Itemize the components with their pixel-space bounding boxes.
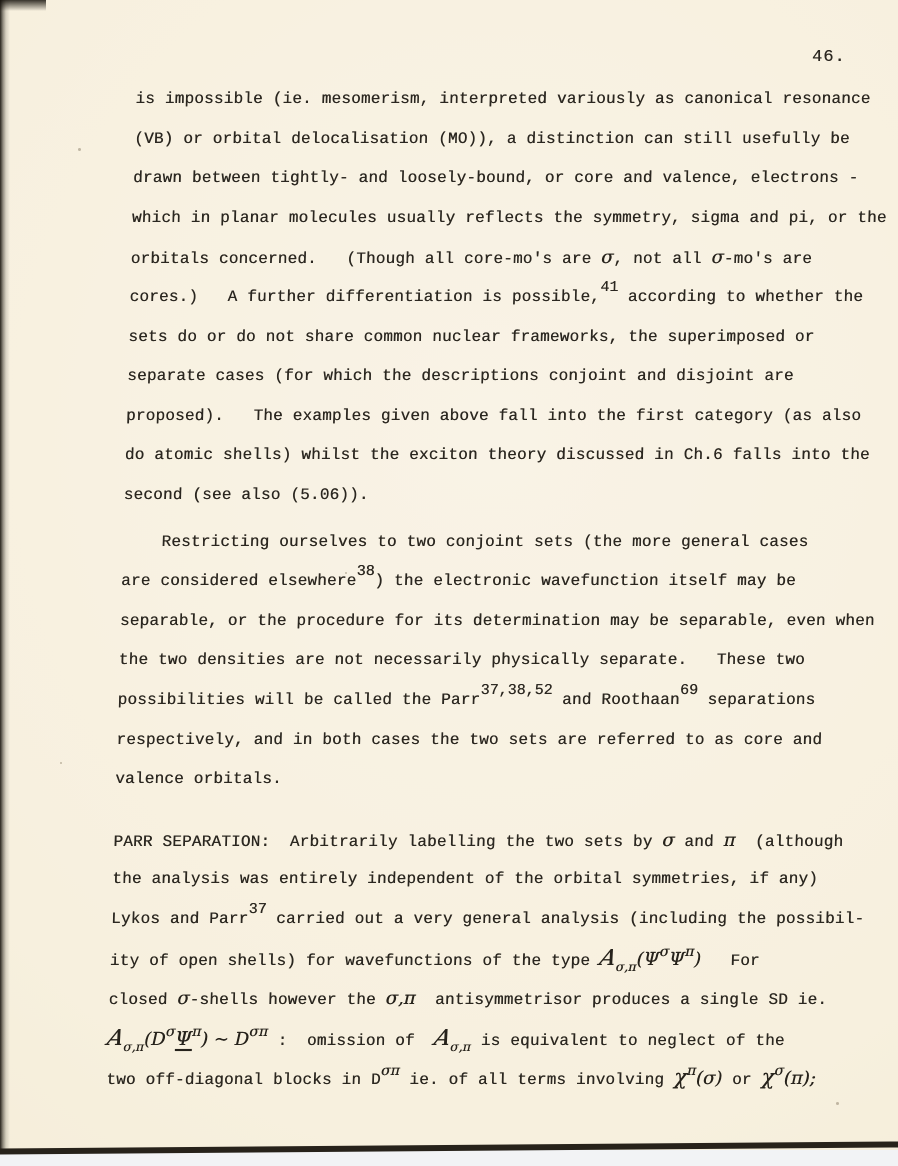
typewriter-text: ) the electronic wavefunction itself may be bbox=[374, 572, 797, 591]
typewriter-text: orbitals concerned. (Though all core-mo's are bbox=[130, 250, 602, 269]
page-text bbox=[106, 80, 898, 1098]
text-line bbox=[132, 159, 898, 199]
text-line bbox=[113, 821, 894, 861]
handwritten-symbol: Ψ bbox=[668, 949, 686, 971]
handwritten-psi-underlined: Ψ bbox=[174, 1027, 193, 1050]
text-line bbox=[134, 120, 898, 160]
typewriter-text: Restricting ourselves to two conjoint sets (the more general cases bbox=[122, 532, 809, 551]
typewriter-text: is equivalent to neglect of the bbox=[470, 1031, 785, 1050]
handwritten-script-a: A bbox=[597, 946, 619, 972]
handwritten-script-a: A bbox=[104, 1025, 127, 1051]
text-line bbox=[116, 721, 897, 761]
paper-speck bbox=[78, 148, 81, 151]
typewriter-text: separable, or the procedure for its determination may be separable, even when bbox=[119, 611, 875, 630]
typewriter-text: ity of open shells) for wavefunctions of the type bbox=[109, 952, 601, 971]
typewriter-text: : omission of bbox=[267, 1031, 435, 1050]
typewriter-text: the two densities are not necessarily physically separate. These two bbox=[118, 651, 806, 670]
superscript-reference: 69 bbox=[679, 681, 699, 699]
scan-edge-bottom bbox=[0, 1141, 898, 1154]
handwritten-symbol: ) bbox=[693, 949, 702, 971]
typewriter-text: closed bbox=[108, 991, 178, 1010]
paper-speck bbox=[60, 762, 62, 764]
text-line bbox=[117, 681, 898, 721]
text-line bbox=[106, 1058, 887, 1098]
handwritten-symbol: Ψ bbox=[643, 949, 660, 971]
superscript-reference: 38 bbox=[356, 563, 375, 581]
typewriter-text: (although bbox=[735, 832, 844, 851]
handwritten-subscript: σ,π bbox=[449, 1038, 472, 1054]
text-line bbox=[125, 397, 898, 437]
superscript-reference: 37 bbox=[248, 900, 267, 918]
handwritten-superscript: σπ bbox=[380, 1063, 401, 1080]
typewriter-text: and Roothaan bbox=[552, 690, 680, 709]
typewriter-text: drawn between tightly- and loosely-bound, or core and valence, electrons - bbox=[132, 169, 859, 188]
handwritten-symbol: σ bbox=[662, 829, 675, 851]
text-line bbox=[112, 860, 893, 900]
text-line bbox=[127, 357, 898, 397]
superscript-reference: 37,38,52 bbox=[480, 681, 553, 699]
page-number: 46. bbox=[812, 48, 846, 67]
handwritten-superscript: π bbox=[684, 944, 695, 961]
handwritten-symbol: σ bbox=[177, 988, 190, 1010]
typewriter-text: and bbox=[674, 832, 724, 851]
text-line bbox=[122, 523, 898, 563]
handwritten-superscript: σ bbox=[165, 1023, 176, 1040]
typewriter-text: cores.) A further differentiation is possible, bbox=[129, 287, 601, 306]
text-line bbox=[110, 900, 891, 940]
paragraph bbox=[106, 821, 894, 1098]
handwritten-subscript: σ,π bbox=[615, 959, 637, 975]
typewriter-text: is impossible (ie. mesomerism, interpreted variously as canonical resonance bbox=[135, 90, 871, 108]
typewriter-text: valence orbitals. bbox=[114, 770, 283, 789]
text-line bbox=[104, 1019, 888, 1059]
typewriter-text: respectively, and in both cases the two sets are referred to as core and bbox=[116, 730, 823, 749]
typewriter-text: ie. of all terms involving bbox=[399, 1071, 675, 1090]
typewriter-text: proposed). The examples given above fall into the first category (as also bbox=[125, 406, 862, 425]
text-line bbox=[124, 436, 898, 476]
handwritten-symbol: (D bbox=[143, 1028, 166, 1050]
handwritten-symbol: ( bbox=[636, 949, 644, 971]
handwritten-superscript: π bbox=[686, 1063, 697, 1080]
text-line bbox=[131, 199, 898, 239]
handwritten-chi: χ bbox=[673, 1065, 688, 1090]
handwritten-symbol: σ,π bbox=[385, 988, 416, 1010]
handwritten-superscript: σπ bbox=[249, 1023, 269, 1040]
text-line bbox=[118, 641, 898, 681]
typewriter-text: or bbox=[721, 1071, 762, 1090]
typewriter-text: Lykos and Parr bbox=[110, 909, 249, 928]
typewriter-text: two off-diagonal blocks in D bbox=[106, 1071, 382, 1090]
typewriter-text: (VB) or orbital delocalisation (MO)), a distinction can still usefully be bbox=[133, 129, 851, 148]
typewriter-text: the analysis was entirely independent of the orbital symmetries, if any) bbox=[112, 870, 819, 889]
text-line bbox=[121, 562, 898, 602]
paragraph bbox=[123, 80, 898, 516]
typewriter-text: For bbox=[700, 952, 761, 971]
typewriter-text: are considered elsewhere bbox=[120, 572, 357, 591]
handwritten-subscript: σ,π bbox=[122, 1038, 145, 1054]
typewriter-text: -mo's are bbox=[723, 250, 813, 269]
handwritten-symbol: σ bbox=[600, 247, 614, 269]
handwritten-symbol: (σ) bbox=[695, 1068, 723, 1090]
handwritten-superscript: σ bbox=[659, 944, 670, 961]
typewriter-text: separations bbox=[697, 690, 816, 709]
text-line bbox=[130, 238, 898, 278]
handwritten-chi: χ bbox=[761, 1065, 775, 1090]
text-line bbox=[119, 602, 898, 642]
text-line bbox=[109, 939, 890, 979]
handwritten-superscript: π bbox=[191, 1023, 202, 1040]
text-line bbox=[129, 278, 898, 318]
typewriter-text: second (see also (5.06)). bbox=[123, 485, 369, 504]
handwritten-superscript: σ bbox=[774, 1063, 785, 1080]
handwritten-symbol: σ bbox=[711, 247, 725, 269]
text-line bbox=[115, 760, 896, 800]
handwritten-symbol: (π); bbox=[783, 1068, 817, 1090]
text-line bbox=[108, 979, 889, 1019]
typewriter-text: separate cases (for which the descriptions conjoint and disjoint are bbox=[126, 367, 794, 386]
text-line bbox=[123, 476, 898, 516]
typewriter-text: -shells however the bbox=[189, 991, 386, 1010]
typewriter-text: according to whether the bbox=[617, 287, 864, 306]
handwritten-script-a: A bbox=[431, 1025, 454, 1051]
paragraph bbox=[115, 523, 898, 800]
paper-speck bbox=[836, 1102, 839, 1105]
typewriter-text: which in planar molecules usually reflects the symmetry, sigma and pi, or the bbox=[131, 208, 887, 227]
superscript-reference: 41 bbox=[600, 278, 619, 296]
scan-corner-top-left bbox=[0, 0, 46, 11]
typewriter-text: PARR SEPARATION: Arbitrarily labelling the two sets by bbox=[113, 832, 663, 851]
typewriter-text: carried out a very general analysis (including the possibil- bbox=[266, 909, 865, 928]
handwritten-symbol: π bbox=[723, 829, 736, 851]
typewriter-text: sets do or do not share common nuclear frameworks, the superimposed or bbox=[128, 327, 815, 346]
typewriter-text: , not all bbox=[613, 250, 712, 269]
typewriter-text: possibilities will be called the Parr bbox=[117, 690, 481, 709]
text-line bbox=[128, 318, 898, 358]
typewriter-text: antisymmetrisor produces a single SD ie. bbox=[415, 991, 828, 1010]
typewriter-text: do atomic shells) whilst the exciton theory discussed in Ch.6 falls into the bbox=[124, 446, 871, 465]
scan-edge-left bbox=[0, 0, 10, 1150]
handwritten-symbol: ) ~ D bbox=[200, 1028, 250, 1050]
text-line bbox=[135, 80, 898, 120]
